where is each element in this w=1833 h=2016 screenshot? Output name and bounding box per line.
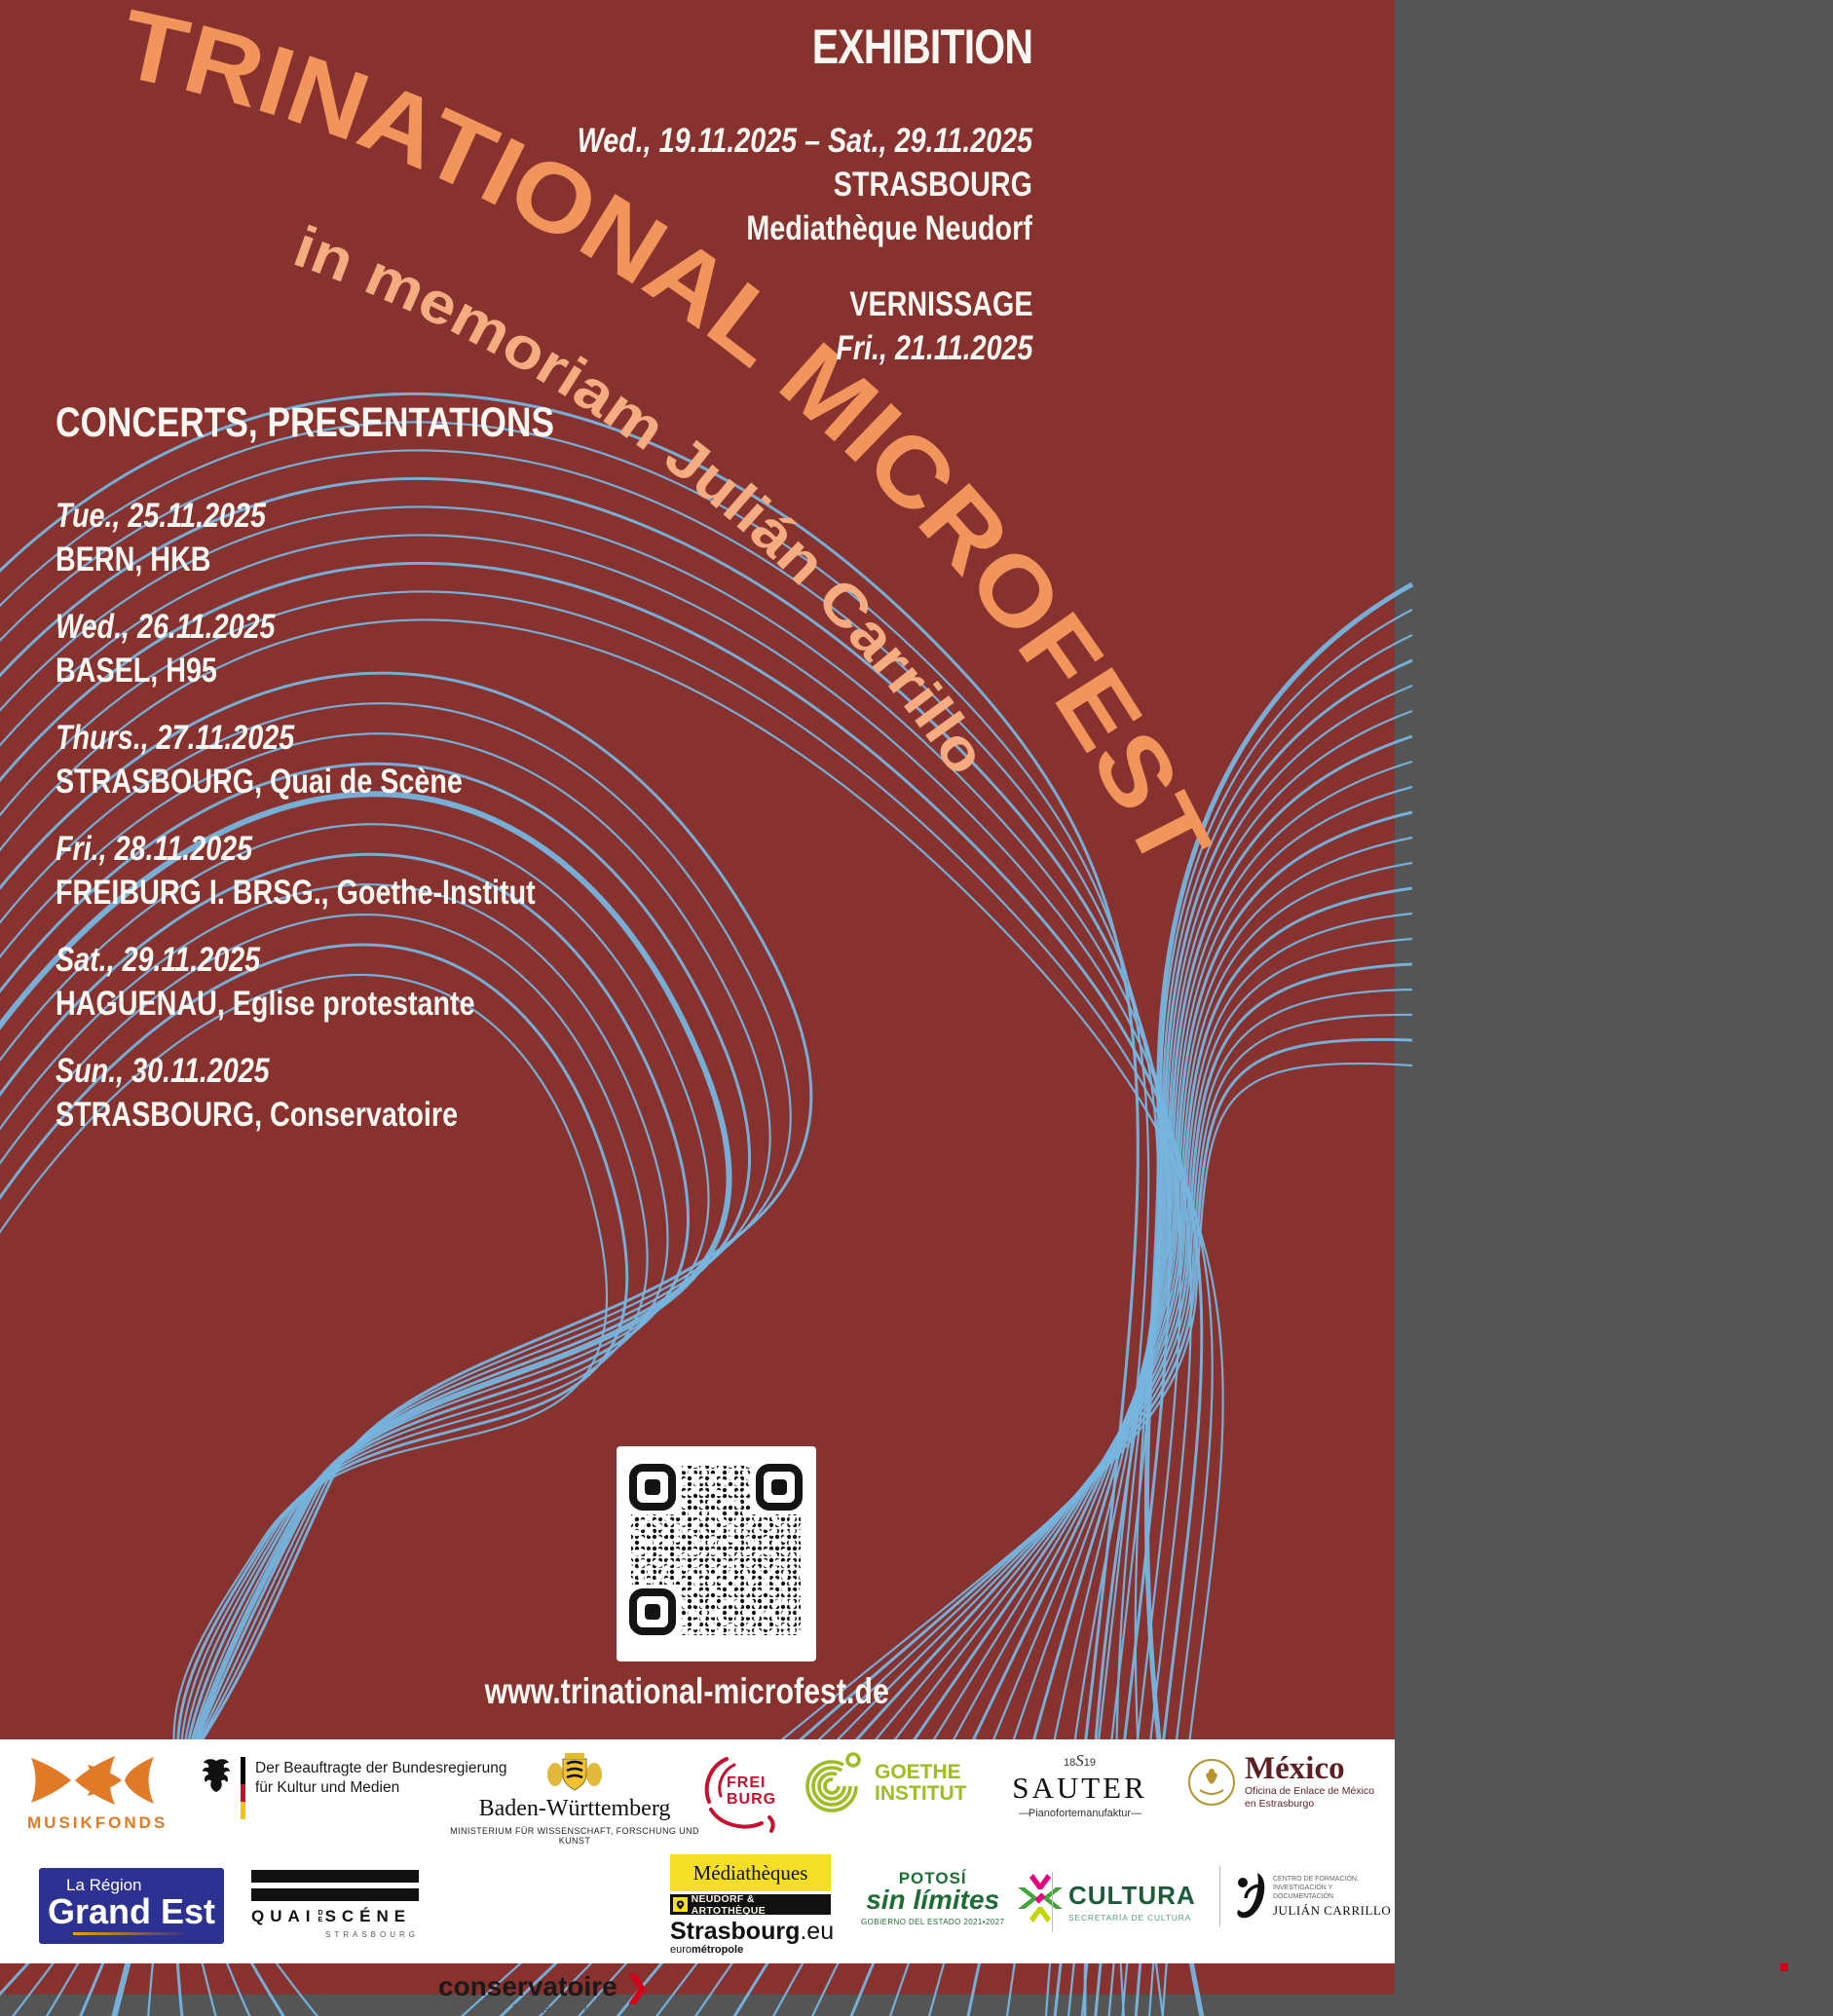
goethe-icon <box>803 1751 867 1815</box>
sauter-logo: 18S19 SAUTER —Pianofortemanufaktur— <box>990 1751 1170 1819</box>
carrillo-logo <box>1219 1866 1395 1926</box>
mediatheques-logo <box>670 1854 835 1956</box>
event-venue: BERN, HKB <box>56 541 211 579</box>
poster-subtitle: in memoriam Julián Carrillo <box>285 213 997 783</box>
bkm-line1: Der Beauftragte der Bundesregierung <box>255 1760 507 1776</box>
bw-crest-icon <box>543 1749 606 1794</box>
quai-de-scene-logo <box>251 1870 419 1939</box>
baden-wuerttemberg-logo <box>443 1749 706 1846</box>
freiburg-logo <box>697 1753 795 1839</box>
event-item <box>56 1049 663 1137</box>
german-flag-bar <box>241 1757 245 1819</box>
bw-name: Baden-Württemberg <box>478 1796 671 1821</box>
carrillo-name: JULIÁN CARRILLO <box>1273 1902 1392 1918</box>
carrillo-line1: CENTRO DE FORMACIÓN, <box>1273 1875 1359 1883</box>
divider <box>1219 1866 1220 1926</box>
goethe-line1: GOETHE <box>875 1761 961 1783</box>
poster-title: TRINATIONAL MICROFEST <box>111 0 1229 881</box>
potosi-line1: POTOSÍ <box>898 1869 967 1887</box>
exhibition-dates: Wed., 19.11.2025 – Sat., 29.11.2025 <box>577 122 1032 160</box>
eurometropole-light: euro <box>670 1944 692 1956</box>
cultura-name: CULTURA <box>1068 1880 1196 1910</box>
event-date: Thurs., 27.11.2025 <box>56 719 295 757</box>
event-date: Sun., 30.11.2025 <box>56 1052 270 1090</box>
quai-scene: SCÉNE <box>324 1907 412 1925</box>
event-venue: FREIBURG I. BRSG., Goethe-Institut <box>56 874 536 912</box>
strasbourg-eu: Strasbourg <box>670 1918 801 1945</box>
event-item <box>56 716 663 803</box>
qr-pattern <box>617 1446 816 1661</box>
musikfonds-icon <box>27 1755 156 1808</box>
website-url-text: www.trinational-microfest.de <box>484 1671 889 1711</box>
eurometropole-bold: métropole <box>692 1944 744 1956</box>
location-pin-icon <box>673 1897 688 1912</box>
quai-sub: STRASBOURG <box>324 1930 419 1939</box>
mediatheques-title: Médiathèques <box>670 1854 831 1891</box>
sauter-year-left: 18 <box>1064 1757 1076 1769</box>
event-venue: STRASBOURG, Quai de Scène <box>56 763 463 801</box>
mexico-sub1: Oficina de Enlace de México <box>1245 1785 1375 1797</box>
bkm-line2: für Kultur und Medien <box>255 1779 400 1796</box>
mexico-logo <box>1186 1753 1374 1811</box>
mexico-name: México <box>1245 1751 1345 1786</box>
concerts-block <box>56 399 663 1160</box>
goethe-institut-logo <box>803 1751 967 1815</box>
event-venue: BASEL, H95 <box>56 652 217 690</box>
freiburg-line1: FREI <box>727 1774 767 1791</box>
sauter-subtitle: Pianofortemanufaktur <box>1028 1808 1132 1819</box>
exhibition-heading: EXHIBITION <box>811 19 1032 74</box>
potosi-line3: GOBIERNO DEL ESTADO 2021•2027 <box>861 1918 1005 1926</box>
conservatoire-sub: STRASBOURG <box>511 2000 617 2016</box>
conservatoire-dot <box>1780 1963 1788 1971</box>
sauter-monogram: S <box>1075 1751 1084 1770</box>
quai-bar <box>251 1870 419 1883</box>
quai-de-bottom: E <box>318 1917 323 1923</box>
event-venue: HAGUENAU, Eglise protestante <box>56 985 475 1023</box>
event-item <box>56 938 663 1026</box>
cultura-sub: SECRETARÍA DE CULTURA <box>1068 1912 1192 1923</box>
vernissage-date: Fri., 21.11.2025 <box>835 329 1032 367</box>
goethe-line2: INSTITUT <box>875 1782 967 1805</box>
conservatoire-name: conservatoire <box>438 1971 617 2001</box>
musikfonds-label: MUSIKFONDS <box>27 1813 168 1832</box>
event-item <box>56 827 663 915</box>
freiburg-line2: BURG <box>727 1791 777 1808</box>
event-date: Tue., 25.11.2025 <box>56 497 266 535</box>
vernissage-heading: VERNISSAGE <box>848 285 1032 323</box>
event-date: Fri., 28.11.2025 <box>56 830 253 868</box>
mexico-seal-icon <box>1186 1757 1237 1808</box>
grand-est-logo <box>39 1868 224 1944</box>
potosi-line2: sin límites <box>866 1885 1000 1915</box>
grand-est-name: Grand Est <box>47 1891 216 1931</box>
concerts-heading: CONCERTS, PRESENTATIONS <box>56 399 554 446</box>
exhibition-venue: Mediathèque Neudorf <box>746 209 1032 247</box>
event-venue: STRASBOURG, Conservatoire <box>56 1096 459 1134</box>
potosi-logo <box>861 1870 1068 1926</box>
website-url <box>429 1671 945 1712</box>
cultura-logo <box>1052 1872 1196 1932</box>
carrillo-line2: INVESTIGACIÓN Y DOCUMENTACIÓN <box>1273 1884 1334 1900</box>
grand-est-swoosh <box>73 1932 190 1935</box>
event-item <box>56 494 663 581</box>
quai-bar <box>251 1888 419 1901</box>
bw-subtitle: MINISTERIUM FÜR WISSENSCHAFT, FORSCHUNG UND KUNST <box>450 1826 699 1846</box>
conservatoire-chevron-icon: ❯ <box>624 1971 650 2003</box>
event-date: Wed., 26.11.2025 <box>56 608 276 646</box>
exhibition-city: STRASBOURG <box>833 166 1032 204</box>
qr-code <box>617 1446 816 1661</box>
divider <box>1052 1872 1053 1932</box>
quai-de-top: D <box>318 1910 323 1917</box>
musikfonds-logo <box>27 1755 173 1833</box>
sponsor-band <box>0 1739 1395 2016</box>
exhibition-block <box>477 21 1032 370</box>
federal-eagle-icon <box>200 1757 233 1796</box>
quai-name: QUAI <box>251 1907 317 1925</box>
event-date: Sat., 29.11.2025 <box>56 941 261 979</box>
strasbourg-eu-suffix: .eu <box>800 1918 835 1945</box>
mediatheques-neudorf: NEUDORF & ARTOTHÈQUE <box>691 1892 766 1917</box>
sauter-year-right: 19 <box>1083 1757 1096 1769</box>
conservatoire-logo <box>438 1973 1833 2016</box>
jc-monogram-icon <box>1234 1871 1267 1922</box>
sauter-name: SAUTER <box>1012 1771 1147 1805</box>
grand-est-top: La Région <box>66 1876 142 1894</box>
mexico-sub2: en Estrasburgo <box>1245 1798 1315 1810</box>
event-item <box>56 605 663 692</box>
